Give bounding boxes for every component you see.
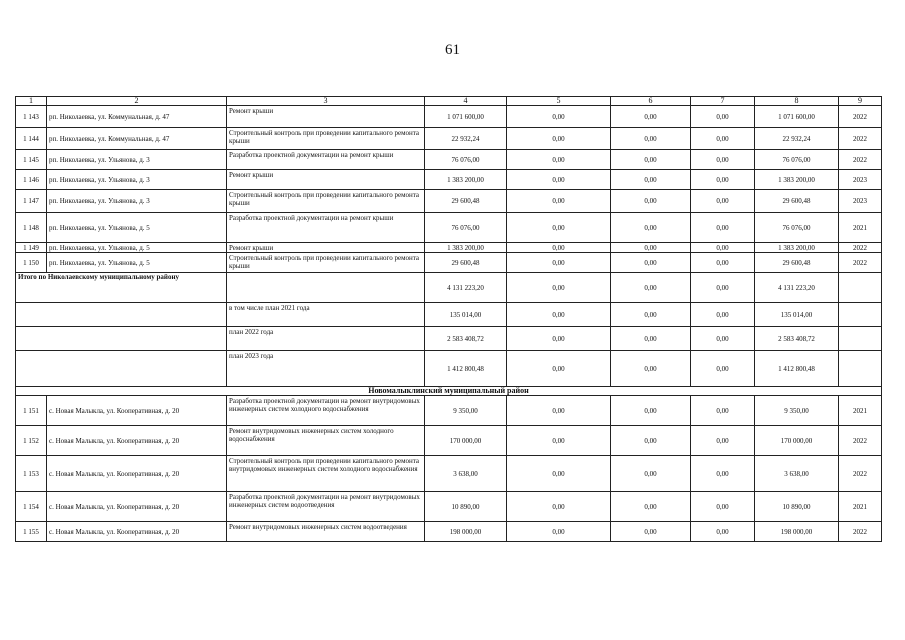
total-plan-label: план 2022 года	[227, 327, 425, 351]
plan-year	[839, 351, 882, 387]
plan-year: 2022	[839, 522, 882, 542]
region-budget: 0,00	[611, 106, 691, 128]
region-budget: 0,00	[611, 128, 691, 150]
total-cost: 9 350,00	[425, 396, 507, 426]
plan-year: 2022	[839, 426, 882, 456]
plan-year	[839, 327, 882, 351]
total-cost: 76 076,00	[425, 213, 507, 243]
owner-funds: 29 600,48	[755, 190, 839, 213]
table-row	[16, 106, 882, 128]
region-budget: 0,00	[611, 456, 691, 492]
column-number: 3	[227, 97, 425, 106]
total-cost: 76 076,00	[425, 150, 507, 170]
plan-year	[839, 273, 882, 303]
address: с. Новая Малыкла, ул. Кооперативная, д. 20	[47, 522, 227, 542]
region-heading-row	[16, 387, 882, 396]
work-type: Разработка проектной документации на ремонт крыши	[227, 150, 425, 170]
total-label	[16, 351, 227, 387]
table-row	[16, 492, 882, 522]
fund-cost: 0,00	[507, 170, 611, 190]
row-number: 1 153	[16, 456, 47, 492]
local-budget: 0,00	[691, 150, 755, 170]
fund-cost: 0,00	[507, 150, 611, 170]
total-row	[16, 327, 882, 351]
row-number: 1 150	[16, 253, 47, 273]
total-cost: 29 600,48	[425, 190, 507, 213]
column-number: 9	[839, 97, 882, 106]
row-number: 1 149	[16, 243, 47, 253]
total-cost: 1 383 200,00	[425, 170, 507, 190]
owner-funds: 198 000,00	[755, 522, 839, 542]
owner-funds: 22 932,24	[755, 128, 839, 150]
row-number: 1 148	[16, 213, 47, 243]
owner-funds: 135 014,00	[755, 303, 839, 327]
address: с. Новая Малыкла, ул. Кооперативная, д. 20	[47, 426, 227, 456]
table-row	[16, 150, 882, 170]
table-row	[16, 456, 882, 492]
fund-cost: 0,00	[507, 327, 611, 351]
owner-funds: 9 350,00	[755, 396, 839, 426]
total-cost: 29 600,48	[425, 253, 507, 273]
plan-year: 2022	[839, 150, 882, 170]
owner-funds: 1 383 200,00	[755, 243, 839, 253]
work-type: Ремонт внутридомовых инженерных систем водоотведения	[227, 522, 425, 542]
local-budget: 0,00	[691, 492, 755, 522]
plan-year: 2023	[839, 170, 882, 190]
region-budget: 0,00	[611, 303, 691, 327]
local-budget: 0,00	[691, 170, 755, 190]
region-budget: 0,00	[611, 213, 691, 243]
total-row	[16, 351, 882, 387]
local-budget: 0,00	[691, 253, 755, 273]
column-number: 5	[507, 97, 611, 106]
fund-cost: 0,00	[507, 213, 611, 243]
work-type: Ремонт крыши	[227, 106, 425, 128]
owner-funds: 3 638,00	[755, 456, 839, 492]
local-budget: 0,00	[691, 128, 755, 150]
local-budget: 0,00	[691, 190, 755, 213]
fund-cost: 0,00	[507, 273, 611, 303]
table-row	[16, 190, 882, 213]
column-number: 1	[16, 97, 47, 106]
column-number: 4	[425, 97, 507, 106]
total-cost: 3 638,00	[425, 456, 507, 492]
table-row	[16, 522, 882, 542]
row-number: 1 146	[16, 170, 47, 190]
region-budget: 0,00	[611, 396, 691, 426]
local-budget: 0,00	[691, 522, 755, 542]
region-budget: 0,00	[611, 492, 691, 522]
row-number: 1 152	[16, 426, 47, 456]
total-plan-label	[227, 273, 425, 303]
total-cost: 1 383 200,00	[425, 243, 507, 253]
total-cost: 2 583 408,72	[425, 327, 507, 351]
total-label	[16, 327, 227, 351]
total-label	[16, 303, 227, 327]
row-number: 1 154	[16, 492, 47, 522]
owner-funds: 2 583 408,72	[755, 327, 839, 351]
total-cost: 170 000,00	[425, 426, 507, 456]
owner-funds: 76 076,00	[755, 150, 839, 170]
fund-cost: 0,00	[507, 253, 611, 273]
total-cost: 198 000,00	[425, 522, 507, 542]
total-cost: 10 890,00	[425, 492, 507, 522]
address: с. Новая Малыкла, ул. Кооперативная, д. 20	[47, 492, 227, 522]
table-row	[16, 253, 882, 273]
owner-funds: 1 412 800,48	[755, 351, 839, 387]
total-row	[16, 303, 882, 327]
total-plan-label: в том числе план 2021 года	[227, 303, 425, 327]
table-row	[16, 426, 882, 456]
region-budget: 0,00	[611, 351, 691, 387]
plan-year	[839, 303, 882, 327]
row-number: 1 145	[16, 150, 47, 170]
region-budget: 0,00	[611, 150, 691, 170]
address: рп. Николаевка, ул. Коммунальная, д. 47	[47, 106, 227, 128]
region-budget: 0,00	[611, 190, 691, 213]
plan-year: 2021	[839, 213, 882, 243]
local-budget: 0,00	[691, 273, 755, 303]
address: рп. Николаевка, ул. Ульянова, д. 5	[47, 243, 227, 253]
fund-cost: 0,00	[507, 190, 611, 213]
region-budget: 0,00	[611, 522, 691, 542]
work-type: Ремонт крыши	[227, 170, 425, 190]
address: рп. Николаевка, ул. Ульянова, д. 3	[47, 190, 227, 213]
total-cost: 4 131 223,20	[425, 273, 507, 303]
work-type: Разработка проектной документации на ремонт внутридомовых инженерных систем водоотведения	[227, 492, 425, 522]
fund-cost: 0,00	[507, 351, 611, 387]
fund-cost: 0,00	[507, 303, 611, 327]
fund-cost: 0,00	[507, 492, 611, 522]
column-number: 8	[755, 97, 839, 106]
owner-funds: 170 000,00	[755, 426, 839, 456]
region-budget: 0,00	[611, 253, 691, 273]
address: рп. Николаевка, ул. Коммунальная, д. 47	[47, 128, 227, 150]
row-number: 1 144	[16, 128, 47, 150]
column-number: 6	[611, 97, 691, 106]
region-budget: 0,00	[611, 243, 691, 253]
work-type: Разработка проектной документации на ремонт крыши	[227, 213, 425, 243]
repair-plan-table	[15, 96, 882, 542]
column-number-row	[16, 97, 882, 106]
local-budget: 0,00	[691, 396, 755, 426]
owner-funds: 1 383 200,00	[755, 170, 839, 190]
address: рп. Николаевка, ул. Ульянова, д. 5	[47, 253, 227, 273]
row-number: 1 143	[16, 106, 47, 128]
total-plan-label: план 2023 года	[227, 351, 425, 387]
row-number: 1 151	[16, 396, 47, 426]
table-row	[16, 396, 882, 426]
address: рп. Николаевка, ул. Ульянова, д. 3	[47, 170, 227, 190]
fund-cost: 0,00	[507, 128, 611, 150]
owner-funds: 4 131 223,20	[755, 273, 839, 303]
work-type: Строительный контроль при проведении капитального ремонта крыши	[227, 190, 425, 213]
table-row	[16, 128, 882, 150]
plan-year: 2023	[839, 190, 882, 213]
local-budget: 0,00	[691, 327, 755, 351]
owner-funds: 1 071 600,00	[755, 106, 839, 128]
work-type: Строительный контроль при проведении капитального ремонта внутридомовых инженерных систем холодного водоснабжения	[227, 456, 425, 492]
plan-year: 2022	[839, 253, 882, 273]
work-type: Разработка проектной документации на ремонт внутридомовых инженерных систем холодного водоснабжения	[227, 396, 425, 426]
fund-cost: 0,00	[507, 396, 611, 426]
row-number: 1 147	[16, 190, 47, 213]
local-budget: 0,00	[691, 456, 755, 492]
row-number: 1 155	[16, 522, 47, 542]
fund-cost: 0,00	[507, 106, 611, 128]
table-row	[16, 243, 882, 253]
fund-cost: 0,00	[507, 522, 611, 542]
column-number: 2	[47, 97, 227, 106]
local-budget: 0,00	[691, 213, 755, 243]
total-cost: 1 412 800,48	[425, 351, 507, 387]
owner-funds: 10 890,00	[755, 492, 839, 522]
address: с. Новая Малыкла, ул. Кооперативная, д. 20	[47, 456, 227, 492]
work-type: Ремонт внутридомовых инженерных систем холодного водоснабжения	[227, 426, 425, 456]
table-row	[16, 213, 882, 243]
fund-cost: 0,00	[507, 243, 611, 253]
total-cost: 135 014,00	[425, 303, 507, 327]
region-budget: 0,00	[611, 170, 691, 190]
local-budget: 0,00	[691, 303, 755, 327]
owner-funds: 29 600,48	[755, 253, 839, 273]
total-label: Итого по Николаевскому муниципальному району	[16, 273, 227, 303]
local-budget: 0,00	[691, 351, 755, 387]
plan-year: 2022	[839, 106, 882, 128]
address: с. Новая Малыкла, ул. Кооперативная, д. 20	[47, 396, 227, 426]
table-container	[15, 96, 881, 542]
address: рп. Николаевка, ул. Ульянова, д. 3	[47, 150, 227, 170]
table-row	[16, 170, 882, 190]
fund-cost: 0,00	[507, 426, 611, 456]
plan-year: 2021	[839, 396, 882, 426]
fund-cost: 0,00	[507, 456, 611, 492]
total-cost: 22 932,24	[425, 128, 507, 150]
work-type: Ремонт крыши	[227, 243, 425, 253]
local-budget: 0,00	[691, 426, 755, 456]
column-number: 7	[691, 97, 755, 106]
region-budget: 0,00	[611, 426, 691, 456]
work-type: Строительный контроль при проведении капитального ремонта крыши	[227, 253, 425, 273]
page-number: 61	[445, 42, 460, 58]
local-budget: 0,00	[691, 243, 755, 253]
plan-year: 2022	[839, 243, 882, 253]
total-cost: 1 071 600,00	[425, 106, 507, 128]
work-type: Строительный контроль при проведении капитального ремонта крыши	[227, 128, 425, 150]
plan-year: 2022	[839, 456, 882, 492]
region-budget: 0,00	[611, 273, 691, 303]
region-heading: Новомалыклинский муниципальный район	[16, 387, 882, 396]
region-budget: 0,00	[611, 327, 691, 351]
address: рп. Николаевка, ул. Ульянова, д. 5	[47, 213, 227, 243]
owner-funds: 76 076,00	[755, 213, 839, 243]
plan-year: 2021	[839, 492, 882, 522]
plan-year: 2022	[839, 128, 882, 150]
total-row	[16, 273, 882, 303]
local-budget: 0,00	[691, 106, 755, 128]
